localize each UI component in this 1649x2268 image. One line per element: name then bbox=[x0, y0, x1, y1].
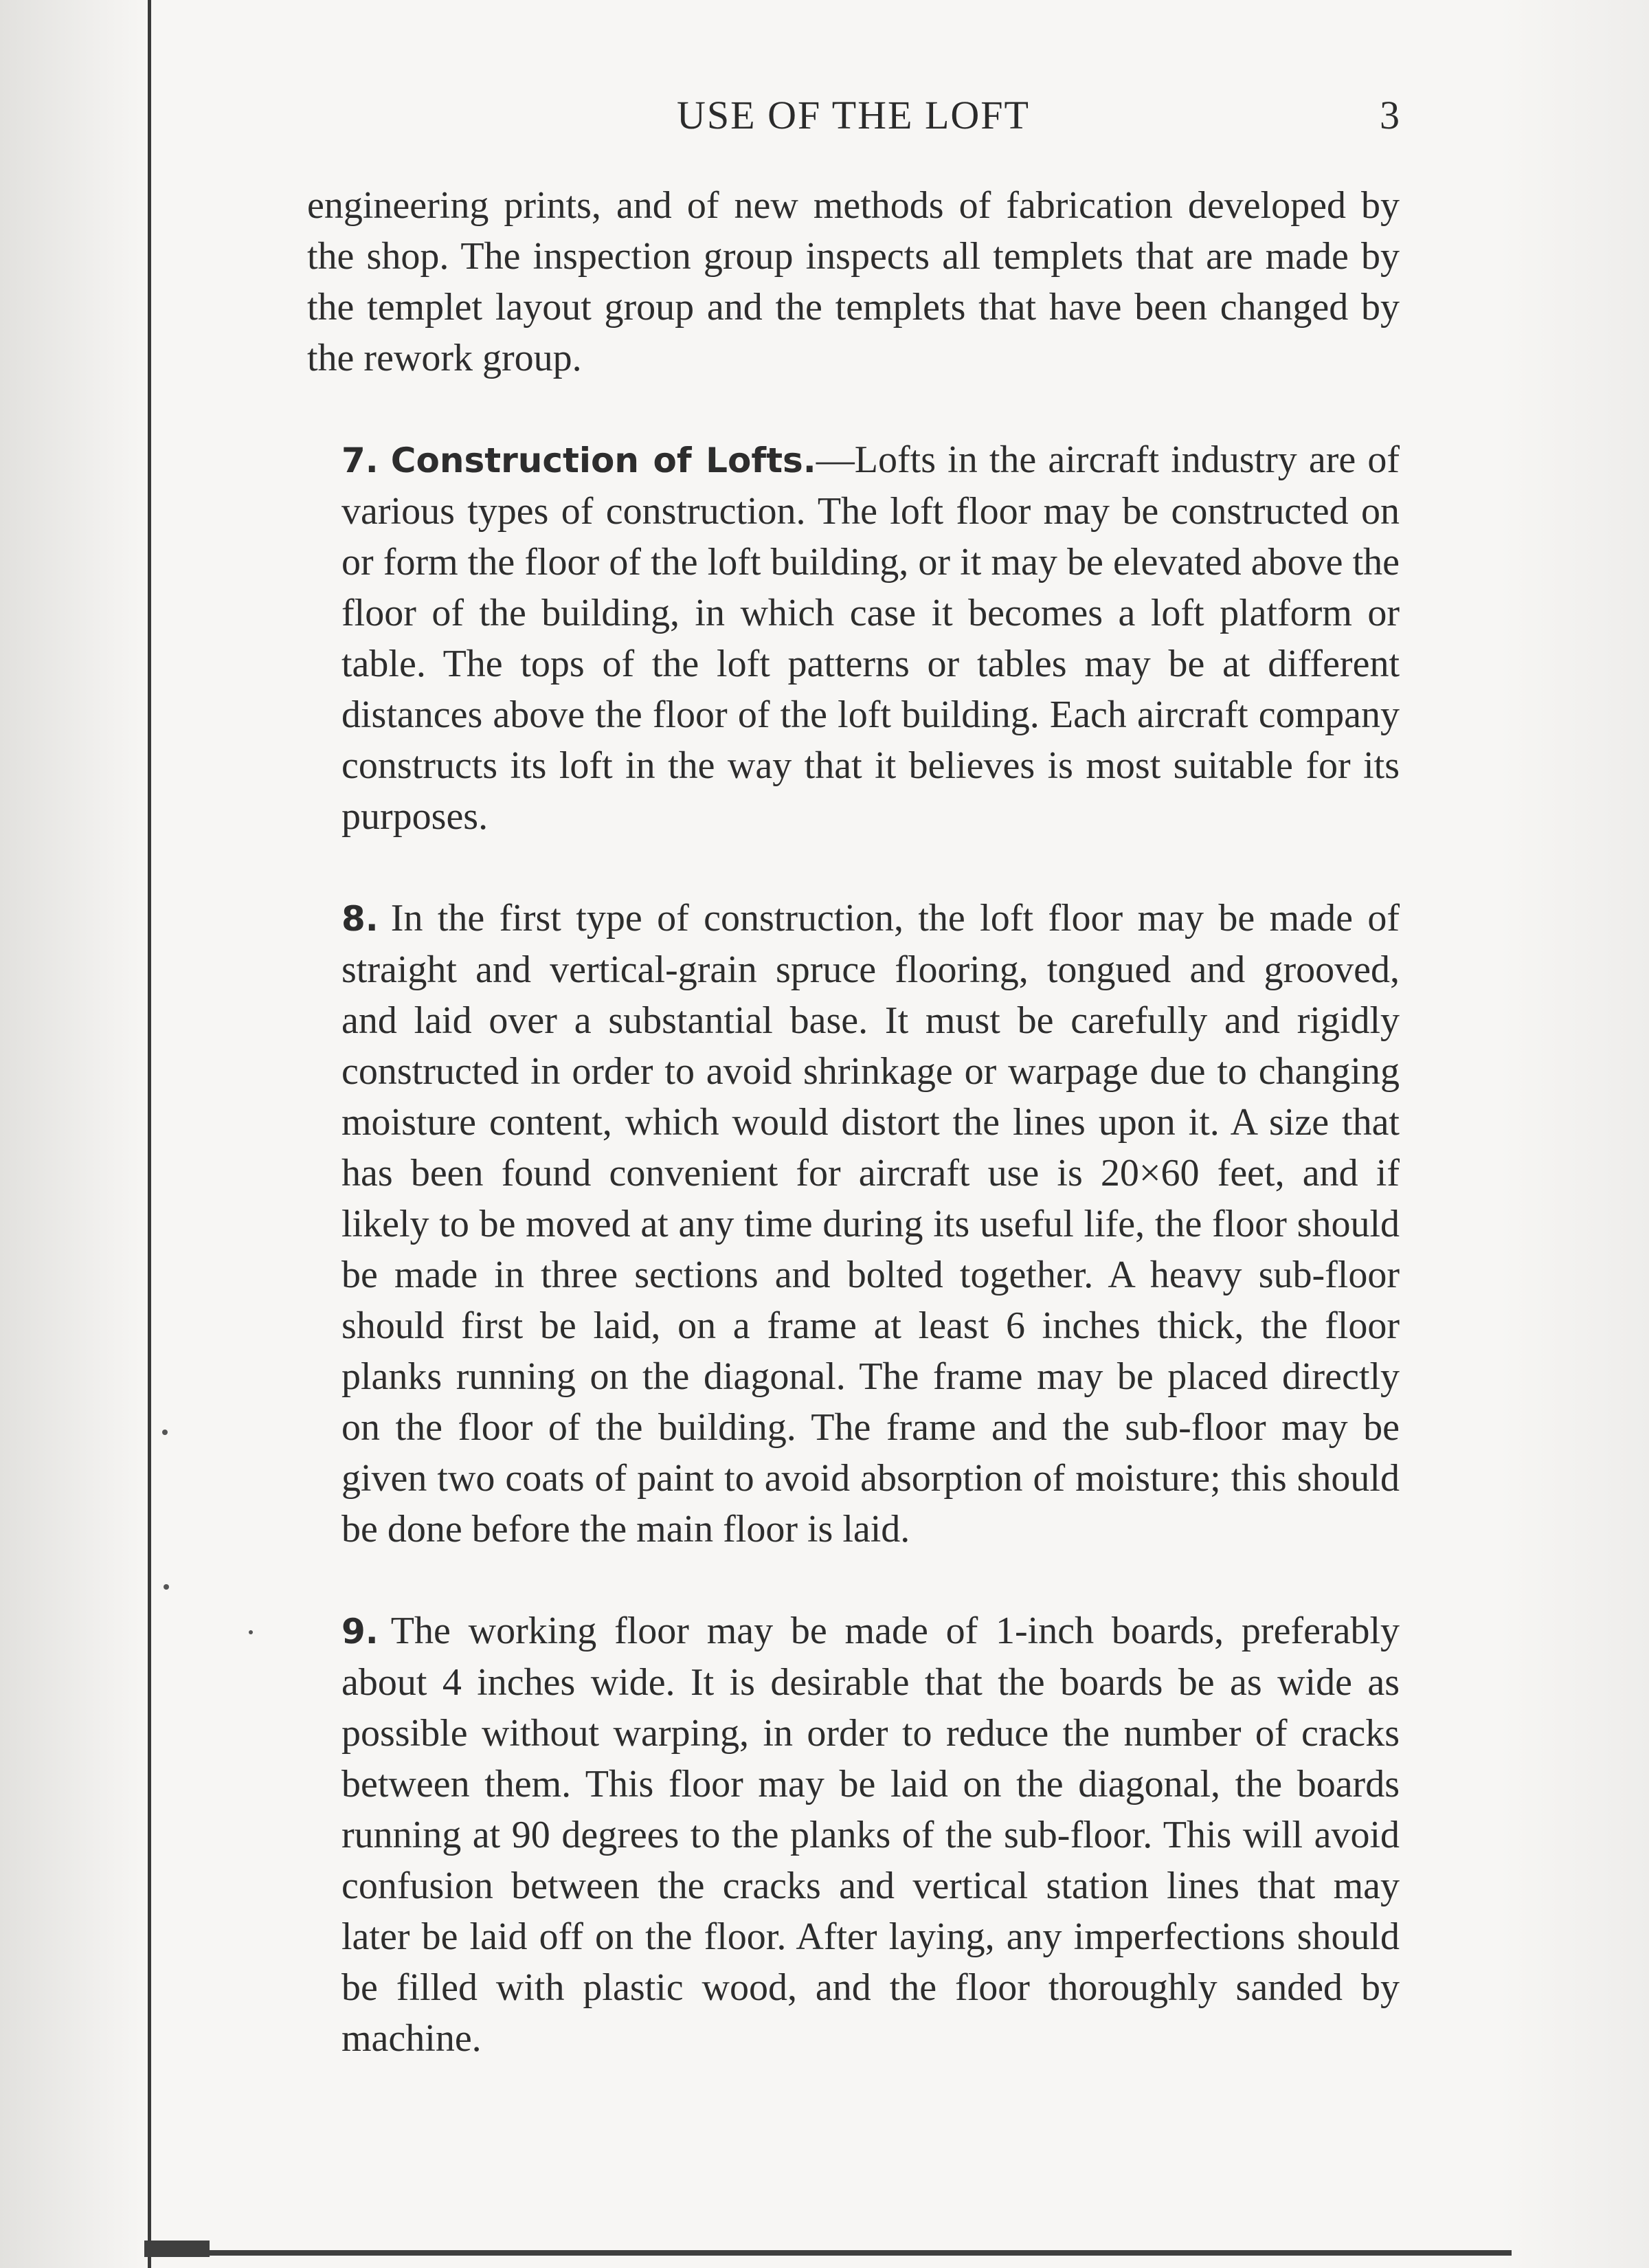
paragraph-number: 7. bbox=[341, 441, 379, 480]
bottom-edge-line bbox=[144, 2250, 1512, 2256]
paragraph-number: 8. bbox=[341, 899, 379, 939]
right-margin bbox=[1498, 0, 1649, 2268]
paragraph-9 bbox=[341, 1605, 1400, 2064]
scan-gutter bbox=[0, 0, 148, 2268]
running-head bbox=[307, 88, 1400, 143]
paragraph-body: The working floor may be made of 1-inch boards, preferably about 4 inches wide. It is desirable that the boards be as wide as possible without warping, in order to reduce the number of cracks between them. This floor may be laid on the diagonal, the boards running at 90 degrees to the planks of the sub-floor. This will avoid confusion between the cracks and vertical station lines that may later be laid off on the floor. After laying, any imperfections should be filled with plastic wood, and the floor thoroughly sanded by machine. bbox=[341, 1610, 1400, 2060]
scan-speck bbox=[162, 1430, 168, 1435]
scan-speck bbox=[249, 1630, 253, 1634]
paragraph-heading: Construction of Lofts. bbox=[390, 441, 816, 480]
running-head-title: USE OF THE LOFT bbox=[677, 93, 1030, 137]
paragraph-body: In the first type of construction, the loft floor may be made of straight and vertical-grain spruce flooring, tongued and grooved, and laid over a substantial base. It must be carefully and rigidly constructed in order to avoid shrinkage or warpage due to changing moisture content, which would distort the lines upon it. A size that has been found convenient for aircraft use is 20×60 feet, and if likely to be moved at any time during its useful life, the floor should be made in three sections and bolted together. A heavy sub-floor should first be laid, on a frame at least 6 inches thick, the floor planks running on the diagonal. The frame may be placed directly on the floor of the building. The frame and the sub-floor may be given two coats of paint to avoid absorption of moisture; this should be done before the main floor is laid. bbox=[341, 897, 1400, 1550]
scan-speck bbox=[164, 1584, 169, 1590]
page-number: 3 bbox=[1380, 93, 1400, 137]
paragraph-7 bbox=[341, 434, 1400, 842]
paragraph-8 bbox=[341, 893, 1400, 1555]
paragraph-continuation bbox=[307, 180, 1400, 383]
paragraph-number: 9. bbox=[341, 1612, 379, 1652]
binding-edge-line bbox=[148, 0, 151, 2268]
body-text bbox=[307, 180, 1400, 2064]
paragraph-body: —Lofts in the aircraft industry are of various types of construction. The loft floor may be constructed on or form the floor of the loft building, or it may be elevated above the floor of the building, in which case it becomes a loft platform or table. The tops of the loft patterns or tables may be at different distances above the floor of the loft building. Each aircraft company constructs its loft in the way that it believes is most suitable for its purposes. bbox=[341, 438, 1400, 838]
paragraph-body: engineering prints, and of new methods of fabrication developed by the shop. The inspection group inspects all templets that are made by the templet layout group and the templets that have been changed by the rework group. bbox=[307, 184, 1400, 379]
